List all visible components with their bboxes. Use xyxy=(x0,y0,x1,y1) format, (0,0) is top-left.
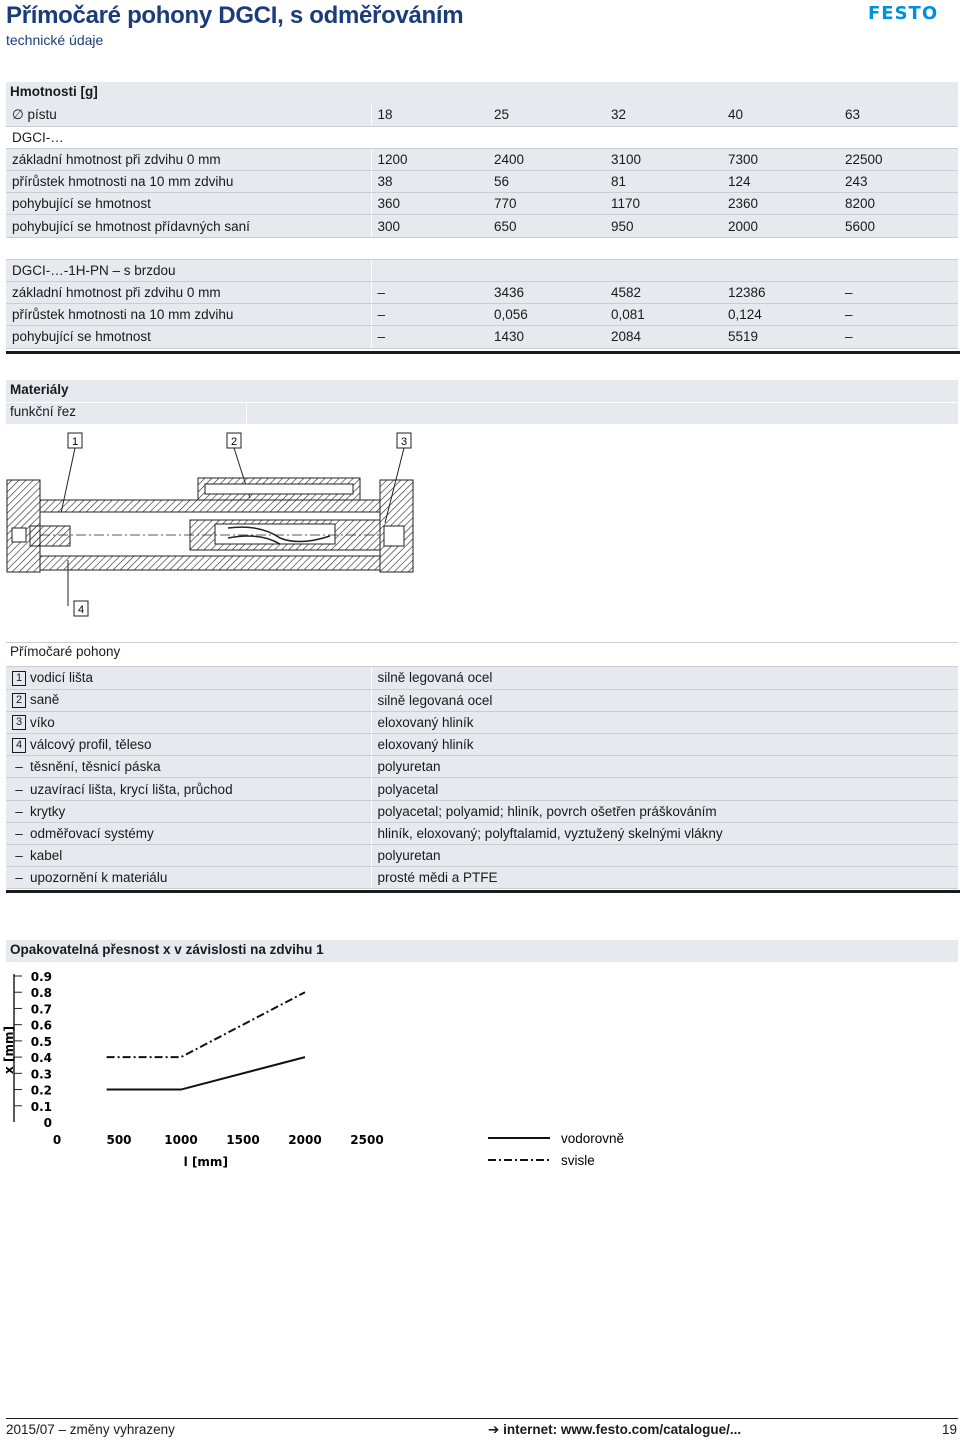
cell-value xyxy=(488,126,605,148)
table-row xyxy=(6,304,958,326)
part-cell xyxy=(6,734,371,756)
cell-value: 81 xyxy=(605,171,722,193)
row-label: základní hmotnost při zdvihu 0 mm xyxy=(6,148,371,170)
callout-3 xyxy=(397,433,411,448)
cell-value: – xyxy=(839,304,958,326)
cell-value: 950 xyxy=(605,215,722,237)
y-tick-label: 0.3 xyxy=(30,1067,52,1082)
part-name: válcový profil, těleso xyxy=(30,736,152,752)
weights-heading: Hmotnosti [g] xyxy=(10,84,98,99)
cell-value: 0,124 xyxy=(722,304,839,326)
cell-value xyxy=(722,237,839,259)
material-row xyxy=(6,711,958,733)
cell-value: – xyxy=(371,304,488,326)
material-row xyxy=(6,822,958,844)
part-cell xyxy=(6,756,371,778)
y-tick-label: 0.6 xyxy=(30,1018,52,1033)
y-tick-label: 0.9 xyxy=(30,970,52,984)
row-label: ∅ pístu xyxy=(6,104,371,126)
part-cell xyxy=(6,711,371,733)
arrow-right-icon: ➔ xyxy=(488,1422,500,1437)
material-name: eloxovaný hliník xyxy=(371,711,958,733)
row-label: pohybující se hmotnost přídavných saní xyxy=(6,215,371,237)
part-name: víko xyxy=(30,714,55,730)
dash-mark: – xyxy=(15,870,23,886)
row-label xyxy=(6,237,371,259)
materials-band-divider xyxy=(246,402,247,424)
callout-4 xyxy=(74,601,88,616)
cell-value xyxy=(488,237,605,259)
callout-number: 4 xyxy=(12,738,26,753)
callout-number: 3 xyxy=(12,715,26,730)
table-row xyxy=(6,215,958,237)
cell-value xyxy=(371,237,488,259)
material-name: silně legovaná ocel xyxy=(371,667,958,689)
group-header-row xyxy=(6,259,958,281)
row-label: DGCI-…-1H-PN – s brzdou xyxy=(6,259,371,281)
row-label: pohybující se hmotnost xyxy=(6,193,371,215)
material-name: hliník, eloxovaný; polyftalamid, vyztužený skelnými vlákny xyxy=(371,822,958,844)
cell-value: 1200 xyxy=(371,148,488,170)
part-cell xyxy=(6,800,371,822)
x-tick-label: 1000 xyxy=(164,1133,198,1147)
part-name: krytky xyxy=(30,803,66,819)
material-name: polyacetal; polyamid; hliník, povrch ošetřen práškováním xyxy=(371,800,958,822)
festo-logo-text: FESTO xyxy=(868,4,939,20)
part-cell xyxy=(6,689,371,711)
dash-mark: – xyxy=(15,781,23,797)
cell-value: – xyxy=(839,326,958,348)
cell-value: 2360 xyxy=(722,193,839,215)
material-name: polyacetal xyxy=(371,778,958,800)
part-name: vodicí lišta xyxy=(30,669,94,685)
material-name: silně legovaná ocel xyxy=(371,689,958,711)
materials-subheading: funkční řez xyxy=(10,404,77,419)
part-name: těsnění, těsnicí páska xyxy=(30,759,161,775)
cell-value xyxy=(371,126,488,148)
cell-value: 40 xyxy=(722,104,839,126)
legend-label: vodorovně xyxy=(561,1131,625,1146)
svg-text:1: 1 xyxy=(71,436,79,448)
cell-value xyxy=(722,259,839,281)
page-subtitle: technické údaje xyxy=(6,32,104,48)
table-row xyxy=(6,326,958,348)
cell-value: 5600 xyxy=(839,215,958,237)
spacer-row xyxy=(6,237,958,259)
weights-band xyxy=(6,82,958,104)
part-cell xyxy=(6,845,371,867)
y-tick-label: 0.1 xyxy=(30,1099,52,1114)
table-row xyxy=(6,148,958,170)
cell-value: – xyxy=(839,282,958,304)
x-tick-label: 500 xyxy=(106,1133,132,1147)
cell-value xyxy=(371,259,488,281)
cell-value: 3100 xyxy=(605,148,722,170)
part-name: saně xyxy=(30,692,60,708)
material-row xyxy=(6,845,958,867)
x-tick-label: 2000 xyxy=(288,1133,322,1147)
cell-value: 22500 xyxy=(839,148,958,170)
cell-value: 2000 xyxy=(722,215,839,237)
cell-value: – xyxy=(371,282,488,304)
material-row xyxy=(6,689,958,711)
svg-text:2: 2 xyxy=(230,436,238,448)
cell-value: 32 xyxy=(605,104,722,126)
cell-value: 18 xyxy=(371,104,488,126)
dash-mark: – xyxy=(15,825,23,841)
material-row xyxy=(6,778,958,800)
repeatability-chart xyxy=(0,964,640,1174)
page-title: Přímočaré pohony DGCI, s odměřováním xyxy=(6,2,464,29)
cell-value: 243 xyxy=(839,171,958,193)
callout-2 xyxy=(227,433,241,448)
material-row xyxy=(6,734,958,756)
x-axis-label: l [mm] xyxy=(183,1155,228,1169)
cell-value xyxy=(605,126,722,148)
table-row xyxy=(6,282,958,304)
callout-number: 1 xyxy=(12,671,26,686)
materials-table xyxy=(6,667,958,889)
y-axis-label: x [mm] xyxy=(2,1026,16,1074)
cell-value: 8200 xyxy=(839,193,958,215)
cell-value: 5519 xyxy=(722,326,839,348)
row-label: pohybující se hmotnost xyxy=(6,326,371,348)
y-tick-label: 0 xyxy=(43,1116,52,1130)
dash-mark: – xyxy=(15,803,23,819)
cell-value: 0,081 xyxy=(605,304,722,326)
x-tick-label: 0 xyxy=(52,1133,62,1147)
cell-value: 0,056 xyxy=(488,304,605,326)
footer-link-text[interactable]: internet: www.festo.com/catalogue/... xyxy=(503,1422,742,1437)
part-cell xyxy=(6,867,371,889)
weights-bottom-rule xyxy=(6,351,960,354)
row-label: přírůstek hmotnosti na 10 mm zdvihu xyxy=(6,171,371,193)
cell-value xyxy=(839,126,958,148)
materials-group-label: Přímočaré pohony xyxy=(10,644,121,659)
cell-value: 300 xyxy=(371,215,488,237)
series-line-vertical xyxy=(107,992,305,1057)
dash-mark: – xyxy=(15,759,23,775)
cell-value: 7300 xyxy=(722,148,839,170)
part-cell xyxy=(6,667,371,689)
dash-mark: – xyxy=(15,848,23,864)
part-name: upozornění k materiálu xyxy=(30,870,168,886)
footer-left: 2015/07 – změny vyhrazeny xyxy=(6,1422,175,1437)
weights-table xyxy=(6,104,958,349)
cell-value: 1430 xyxy=(488,326,605,348)
material-row xyxy=(6,800,958,822)
festo-logo xyxy=(868,4,956,20)
svg-text:3: 3 xyxy=(400,436,408,448)
row-label: základní hmotnost při zdvihu 0 mm xyxy=(6,282,371,304)
cell-value: 25 xyxy=(488,104,605,126)
part-name: uzavírací lišta, krycí lišta, průchod xyxy=(30,781,233,797)
cell-value: 63 xyxy=(839,104,958,126)
cell-value xyxy=(722,126,839,148)
cell-value: 2400 xyxy=(488,148,605,170)
material-name: polyuretan xyxy=(371,845,958,867)
cell-value: 124 xyxy=(722,171,839,193)
cell-value: 360 xyxy=(371,193,488,215)
cell-value: 38 xyxy=(371,171,488,193)
cell-value: 1170 xyxy=(605,193,722,215)
y-tick-label: 0.2 xyxy=(30,1083,52,1098)
cell-value xyxy=(839,259,958,281)
y-tick-label: 0.8 xyxy=(30,986,52,1001)
material-name: prosté mědi a PTFE xyxy=(371,867,958,889)
callout-number: 2 xyxy=(12,693,26,708)
cell-value: 12386 xyxy=(722,282,839,304)
cell-value xyxy=(605,237,722,259)
series-line-horizontal xyxy=(107,1057,305,1089)
cell-value xyxy=(605,259,722,281)
row-label: přírůstek hmotnosti na 10 mm zdvihu xyxy=(6,304,371,326)
cross-section-drawing xyxy=(0,428,420,623)
part-cell xyxy=(6,778,371,800)
y-tick-label: 0.4 xyxy=(30,1051,52,1066)
part-cell xyxy=(6,822,371,844)
svg-text:4: 4 xyxy=(77,604,85,616)
part-name: kabel xyxy=(30,848,63,864)
materials-heading: Materiály xyxy=(10,382,69,397)
cell-value: 650 xyxy=(488,215,605,237)
materials-band-rule xyxy=(6,402,958,403)
x-tick-label: 1500 xyxy=(226,1133,260,1147)
material-row xyxy=(6,867,958,889)
cell-value: – xyxy=(371,326,488,348)
page-number: 19 xyxy=(942,1422,958,1437)
footer-rule xyxy=(6,1418,958,1419)
cell-value: 56 xyxy=(488,171,605,193)
cell-value: 770 xyxy=(488,193,605,215)
cell-value: 2084 xyxy=(605,326,722,348)
cell-value xyxy=(488,259,605,281)
x-tick-label: 2500 xyxy=(350,1133,384,1147)
group-header-row xyxy=(6,126,958,148)
cell-value: 3436 xyxy=(488,282,605,304)
cell-value xyxy=(839,237,958,259)
cell-value: 4582 xyxy=(605,282,722,304)
material-row xyxy=(6,667,958,689)
row-label: DGCI-… xyxy=(6,126,371,148)
table-row xyxy=(6,171,958,193)
materials-group-rule xyxy=(6,642,958,643)
part-name: odměřovací systémy xyxy=(30,825,154,841)
material-name: polyuretan xyxy=(371,756,958,778)
footer-link[interactable] xyxy=(488,1422,741,1438)
bore-row xyxy=(6,104,958,126)
table-row xyxy=(6,193,958,215)
y-tick-label: 0.5 xyxy=(30,1034,52,1049)
chart-heading: Opakovatelná přesnost x v závislosti na zdvihu 1 xyxy=(10,942,324,957)
y-tick-label: 0.7 xyxy=(30,1002,52,1017)
materials-bottom-rule xyxy=(6,890,960,893)
callout-1 xyxy=(68,433,82,448)
material-row xyxy=(6,756,958,778)
material-name: eloxovaný hliník xyxy=(371,734,958,756)
legend-label: svisle xyxy=(561,1153,595,1168)
